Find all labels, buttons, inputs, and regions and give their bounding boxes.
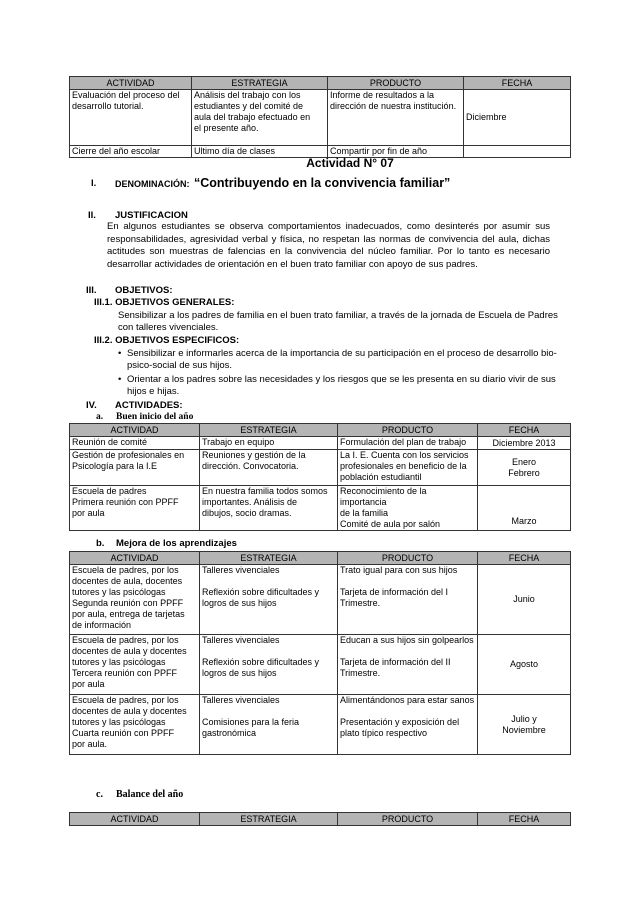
cell-estrategia: Reuniones y gestión de la dirección. Convocatoria. <box>200 450 338 486</box>
col-header-actividad: ACTIVIDAD <box>70 424 200 437</box>
table-row <box>70 437 571 450</box>
section-4-number: IV. <box>86 400 97 411</box>
cell-producto: Compartir por fin de año <box>328 146 464 158</box>
table-row <box>70 90 571 146</box>
section-2-number: II. <box>88 210 96 221</box>
table-row <box>70 486 571 531</box>
col-header-actividad: ACTIVIDAD <box>70 77 192 90</box>
section-1-label: DENOMINACIÓN: <box>115 179 190 189</box>
section-3-number: III. <box>86 285 97 296</box>
justification-text: En algunos estudiantes se observa comportamientos inadecuados, como desinterés por asumir sus responsabilidades, agresividad verbal y física, no respetan las normas de convivencia del aula, dichas actitudes son muestras de falencias en la convivencia del núcleo familiar. Por lo tanto es necesario desarrollar actividades de orientación en el buen trato familiar con apoyo de sus padres. <box>107 221 550 270</box>
specific-objectives-label: III.2. OBJETIVOS ESPECIFICOS: <box>94 335 240 346</box>
table-buen-inicio <box>69 423 571 531</box>
subsection-b-number: b. <box>96 538 105 549</box>
table-header-row <box>70 552 571 565</box>
cell-estrategia: Trabajo en equipo <box>200 437 338 450</box>
section-3-label: OBJETIVOS: <box>115 285 173 296</box>
specific-objective-item: • Orientar a los padres sobre las necesidades y los riesgos que se les presenta en su diario vivir de sus hijos e hijas. <box>127 374 557 398</box>
denomination-title: “Contribuyendo en la convivencia familiar” <box>194 176 451 190</box>
col-header-fecha: FECHA <box>478 552 571 565</box>
subsection-c-label: Balance del año <box>116 789 184 800</box>
col-header-actividad: ACTIVIDAD <box>70 813 200 826</box>
cell-estrategia: Talleres vivenciales Reflexión sobre dificultades y logros de sus hijos <box>200 635 338 695</box>
col-header-fecha: FECHA <box>478 424 571 437</box>
cell-fecha: Agosto <box>478 635 571 695</box>
cell-producto: Educan a sus hijos sin golpearlos Tarjeta de información del II Trimestre. <box>338 635 478 695</box>
cell-actividad: Escuela de padres Primera reunión con PPFF por aula <box>70 486 200 531</box>
cell-estrategia: Ultimo día de clases <box>192 146 328 158</box>
section-4-label: ACTIVIDADES: <box>115 400 183 411</box>
cell-estrategia: En nuestra familia todos somos importantes. Análisis de dibujos, socio dramas. <box>200 486 338 531</box>
cell-fecha: Marzo <box>478 486 571 531</box>
table-row <box>70 635 571 695</box>
subsection-a-number: a. <box>96 412 104 422</box>
table-row <box>70 450 571 486</box>
table-header-row <box>70 813 571 826</box>
subsection-b-label: Mejora de los aprendizajes <box>116 538 237 549</box>
col-header-estrategia: ESTRATEGIA <box>200 552 338 565</box>
cell-actividad: Escuela de padres, por los docentes de aula y docentes tutores y las psicólogas Cuarta reunión con PPFF por aula. <box>70 695 200 755</box>
section-1-number: I. <box>91 178 97 189</box>
cell-producto: Informe de resultados a la dirección de nuestra institución. <box>328 90 464 146</box>
cell-producto: La I. E. Cuenta con los servicios profesionales en beneficio de la población estudiantil <box>338 450 478 486</box>
table-header-row <box>70 424 571 437</box>
col-header-actividad: ACTIVIDAD <box>70 552 200 565</box>
cell-fecha: Junio <box>478 565 571 635</box>
col-header-producto: PRODUCTO <box>338 552 478 565</box>
general-objectives-label: III.1. OBJETIVOS GENERALES: <box>94 297 235 308</box>
subsection-a-label: Buen inicio del año <box>116 412 194 422</box>
activity-title: Actividad N° 07 <box>306 156 394 170</box>
cell-estrategia: Talleres vivenciales Reflexión sobre dificultades y logros de sus hijos <box>200 565 338 635</box>
specific-objective-item: • Sensibilizar e informarles acerca de la importancia de su participación en el proceso de desarrollo bio-psico-social de sus hijos. <box>127 348 557 372</box>
general-objectives-text: Sensibilizar a los padres de familia en el buen trato familiar, a través de la jornada de Escuela de Padres con talleres vivenciales. <box>118 310 558 333</box>
table-row <box>70 565 571 635</box>
subsection-c-number: c. <box>96 789 103 800</box>
table-closing-activities <box>69 76 571 158</box>
cell-estrategia: Análisis del trabajo con los estudiantes y del comité de aula del trabajo efectuado en el presente año. <box>192 90 328 146</box>
col-header-fecha: FECHA <box>478 813 571 826</box>
section-2-label: JUSTIFICACION <box>115 210 188 221</box>
cell-producto: Formulación del plan de trabajo <box>338 437 478 450</box>
cell-estrategia: Talleres vivenciales Comisiones para la feria gastronómica <box>200 695 338 755</box>
table-header-row <box>70 77 571 90</box>
cell-actividad: Evaluación del proceso del desarrollo tutorial. <box>70 90 192 146</box>
col-header-producto: PRODUCTO <box>328 77 464 90</box>
col-header-estrategia: ESTRATEGIA <box>200 424 338 437</box>
cell-actividad: Gestión de profesionales en Psicología para la I.E <box>70 450 200 486</box>
col-header-producto: PRODUCTO <box>338 813 478 826</box>
cell-actividad: Cierre del año escolar <box>70 146 192 158</box>
col-header-fecha: FECHA <box>464 77 571 90</box>
cell-actividad: Reunión de comité <box>70 437 200 450</box>
cell-fecha: Enero Febrero <box>478 450 571 486</box>
cell-producto: Trato igual para con sus hijos Tarjeta de información del I Trimestre. <box>338 565 478 635</box>
cell-producto: Reconocimiento de la importancia de la familia Comité de aula por salón <box>338 486 478 531</box>
cell-producto: Alimentándonos para estar sanos Presentación y exposición del plato típico respectivo <box>338 695 478 755</box>
col-header-estrategia: ESTRATEGIA <box>200 813 338 826</box>
table-balance <box>69 812 571 826</box>
col-header-estrategia: ESTRATEGIA <box>192 77 328 90</box>
cell-actividad: Escuela de padres, por los docentes de aula, docentes tutores y las psicólogas Segunda reunión con PPFF por aula, entrega de tarjetas de información <box>70 565 200 635</box>
cell-fecha: Diciembre <box>464 90 571 146</box>
cell-actividad: Escuela de padres, por los docentes de aula y docentes tutores y las psicólogas Tercera reunión con PPFF por aula <box>70 635 200 695</box>
cell-fecha: Julio y Noviembre <box>478 695 571 755</box>
cell-fecha: Diciembre 2013 <box>478 437 571 450</box>
table-row <box>70 695 571 755</box>
table-mejora-aprendizajes <box>69 551 571 755</box>
col-header-producto: PRODUCTO <box>338 424 478 437</box>
cell-fecha <box>464 146 571 158</box>
